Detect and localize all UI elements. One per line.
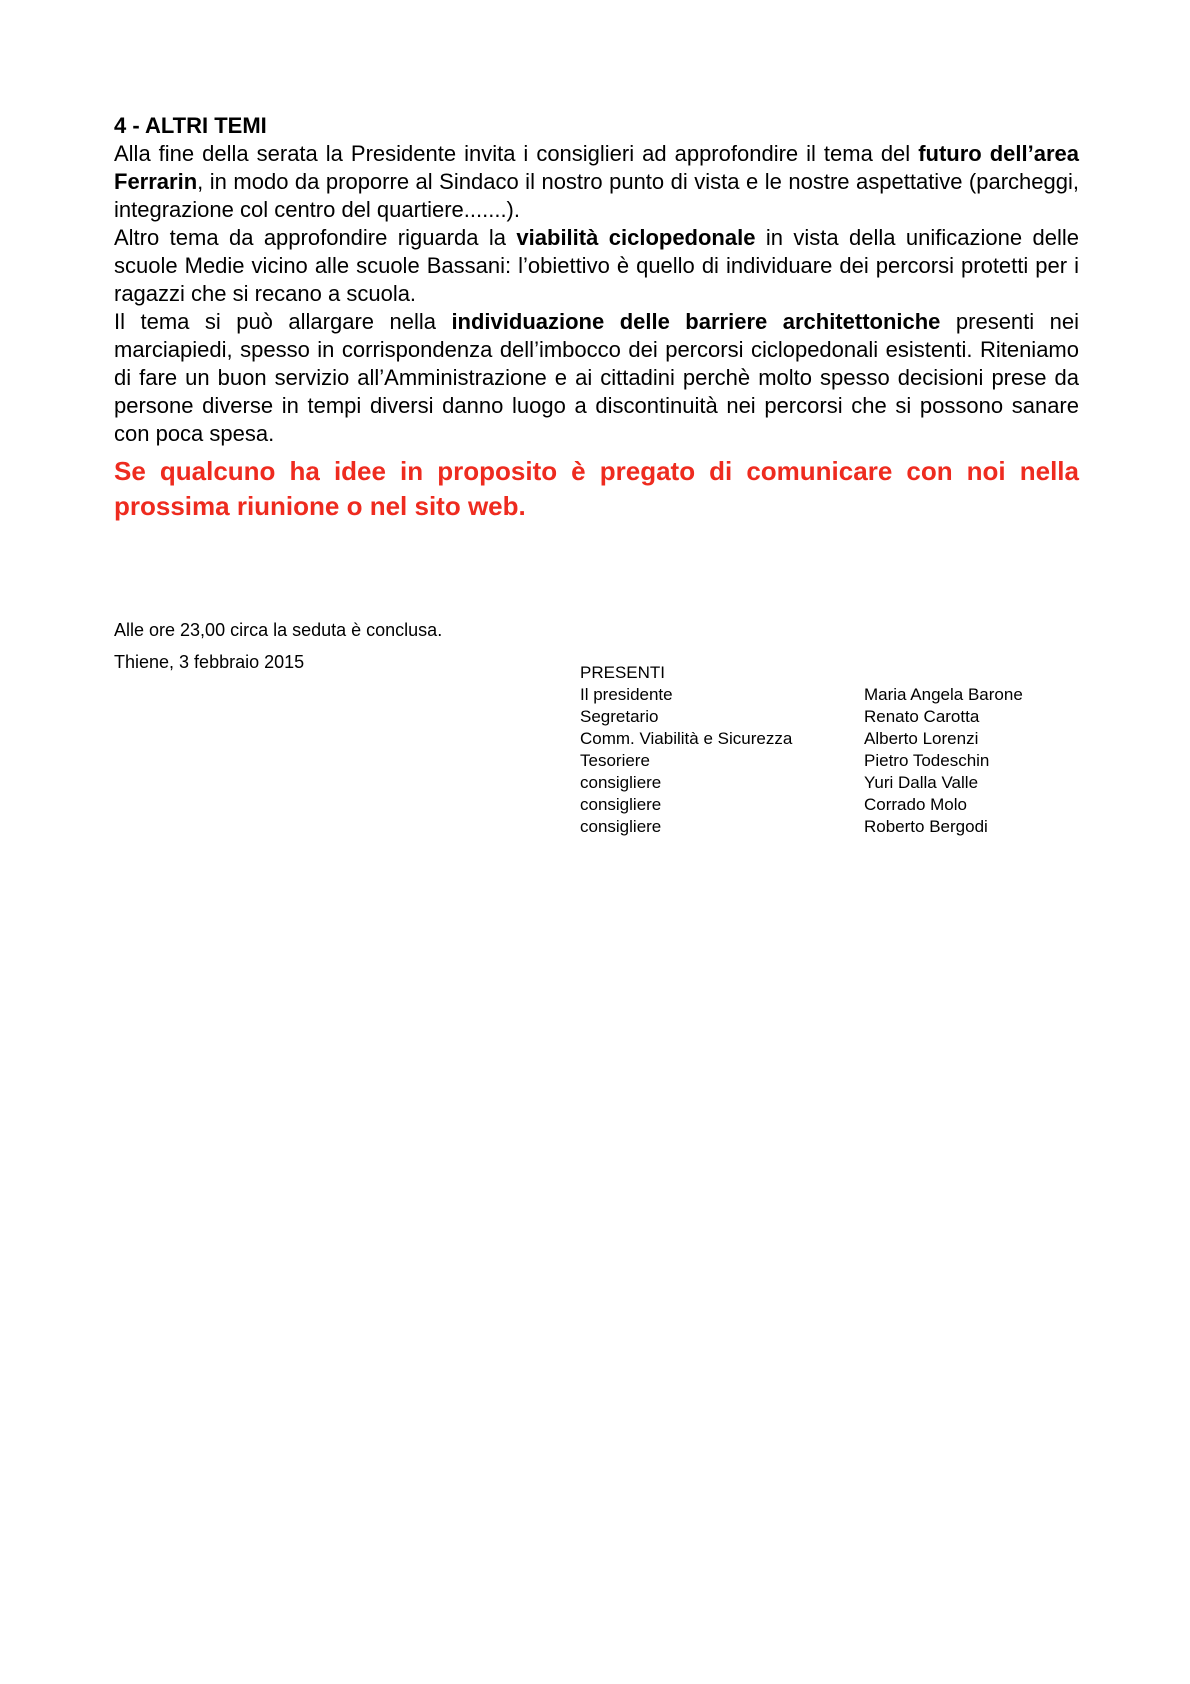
attendee-row: [580, 794, 1023, 816]
attendee-role: Tesoriere: [580, 751, 650, 770]
bold-phrase: individuazione delle barriere architettoniche: [451, 309, 941, 334]
attendee-row: [580, 728, 1023, 750]
body-paragraph: [114, 308, 1079, 448]
attendee-name: Renato Carotta: [864, 707, 980, 726]
attendee-row: [580, 684, 1023, 706]
attendees-title: PRESENTI: [580, 663, 666, 682]
section-body: [114, 140, 1079, 448]
attendee-role: Il presidente: [580, 685, 673, 704]
callout-text: Se qualcuno ha idee in proposito è pregato di comunicare con noi nella prossima riunione o nel sito web.: [114, 456, 1079, 521]
text-run: presenti nei marciapiedi, spesso in corrispondenza dell’imbocco dei percorsi ciclopedonali esistenti. Riteniamo di fare un buon servizio all’Amministrazione e ai cittadini perchè molto spesso decisioni prese da persone diverse in tempi diversi danno luogo a discontinuità nei percorsi che si possono sanare con poca spesa.: [114, 309, 1079, 446]
attendee-name: Alberto Lorenzi: [864, 729, 979, 748]
attendee-row: [580, 772, 1023, 794]
attendee-role: Comm. Viabilità e Sicurezza: [580, 729, 793, 748]
attendee-role: consigliere: [580, 773, 662, 792]
closing-time: Alle ore 23,00 circa la seduta è conclusa.: [114, 620, 443, 640]
bold-phrase: viabilità ciclopedonale: [516, 225, 756, 250]
bold-phrase: futuro dell’area Ferrarin: [114, 141, 1079, 194]
text-run: in vista della unificazione delle scuole Medie vicino alle scuole Bassani: l’obiettivo è quello di individuare dei percorsi protetti per i ragazzi che si recano a scuola.: [114, 225, 1079, 306]
body-paragraph: [114, 224, 1079, 308]
section-altri-temi: [114, 112, 1079, 524]
attendee-role: Segretario: [580, 707, 659, 726]
place-date: Thiene, 3 febbraio 2015: [114, 652, 305, 672]
text-run: Altro tema da approfondire riguarda la: [114, 225, 517, 250]
attendee-row: [580, 750, 1023, 772]
text-run: Alla fine della serata la Presidente invita i consiglieri ad approfondire il tema del: [114, 141, 919, 166]
attendee-name: Yuri Dalla Valle: [864, 773, 979, 792]
attendee-name: Roberto Bergodi: [864, 817, 988, 836]
attendee-name: Maria Angela Barone: [864, 685, 1023, 704]
attendees-rows: [580, 684, 1023, 838]
body-paragraph: [114, 140, 1079, 224]
attendees-table: [580, 662, 1023, 838]
attendee-name: Pietro Todeschin: [864, 751, 990, 770]
text-run: , in modo da proporre al Sindaco il nostro punto di vista e le nostre aspettative (parcheggi, integrazione col centro del quartiere.......).: [114, 169, 1079, 222]
attendee-row: [580, 816, 1023, 838]
section-heading: 4 - ALTRI TEMI: [114, 113, 267, 138]
attendee-role: consigliere: [580, 817, 662, 836]
attendee-name: Corrado Molo: [864, 795, 967, 814]
attendee-role: consigliere: [580, 795, 662, 814]
attendee-row: [580, 706, 1023, 728]
text-run: Il tema si può allargare nella: [114, 309, 452, 334]
closing-block: [114, 614, 442, 678]
